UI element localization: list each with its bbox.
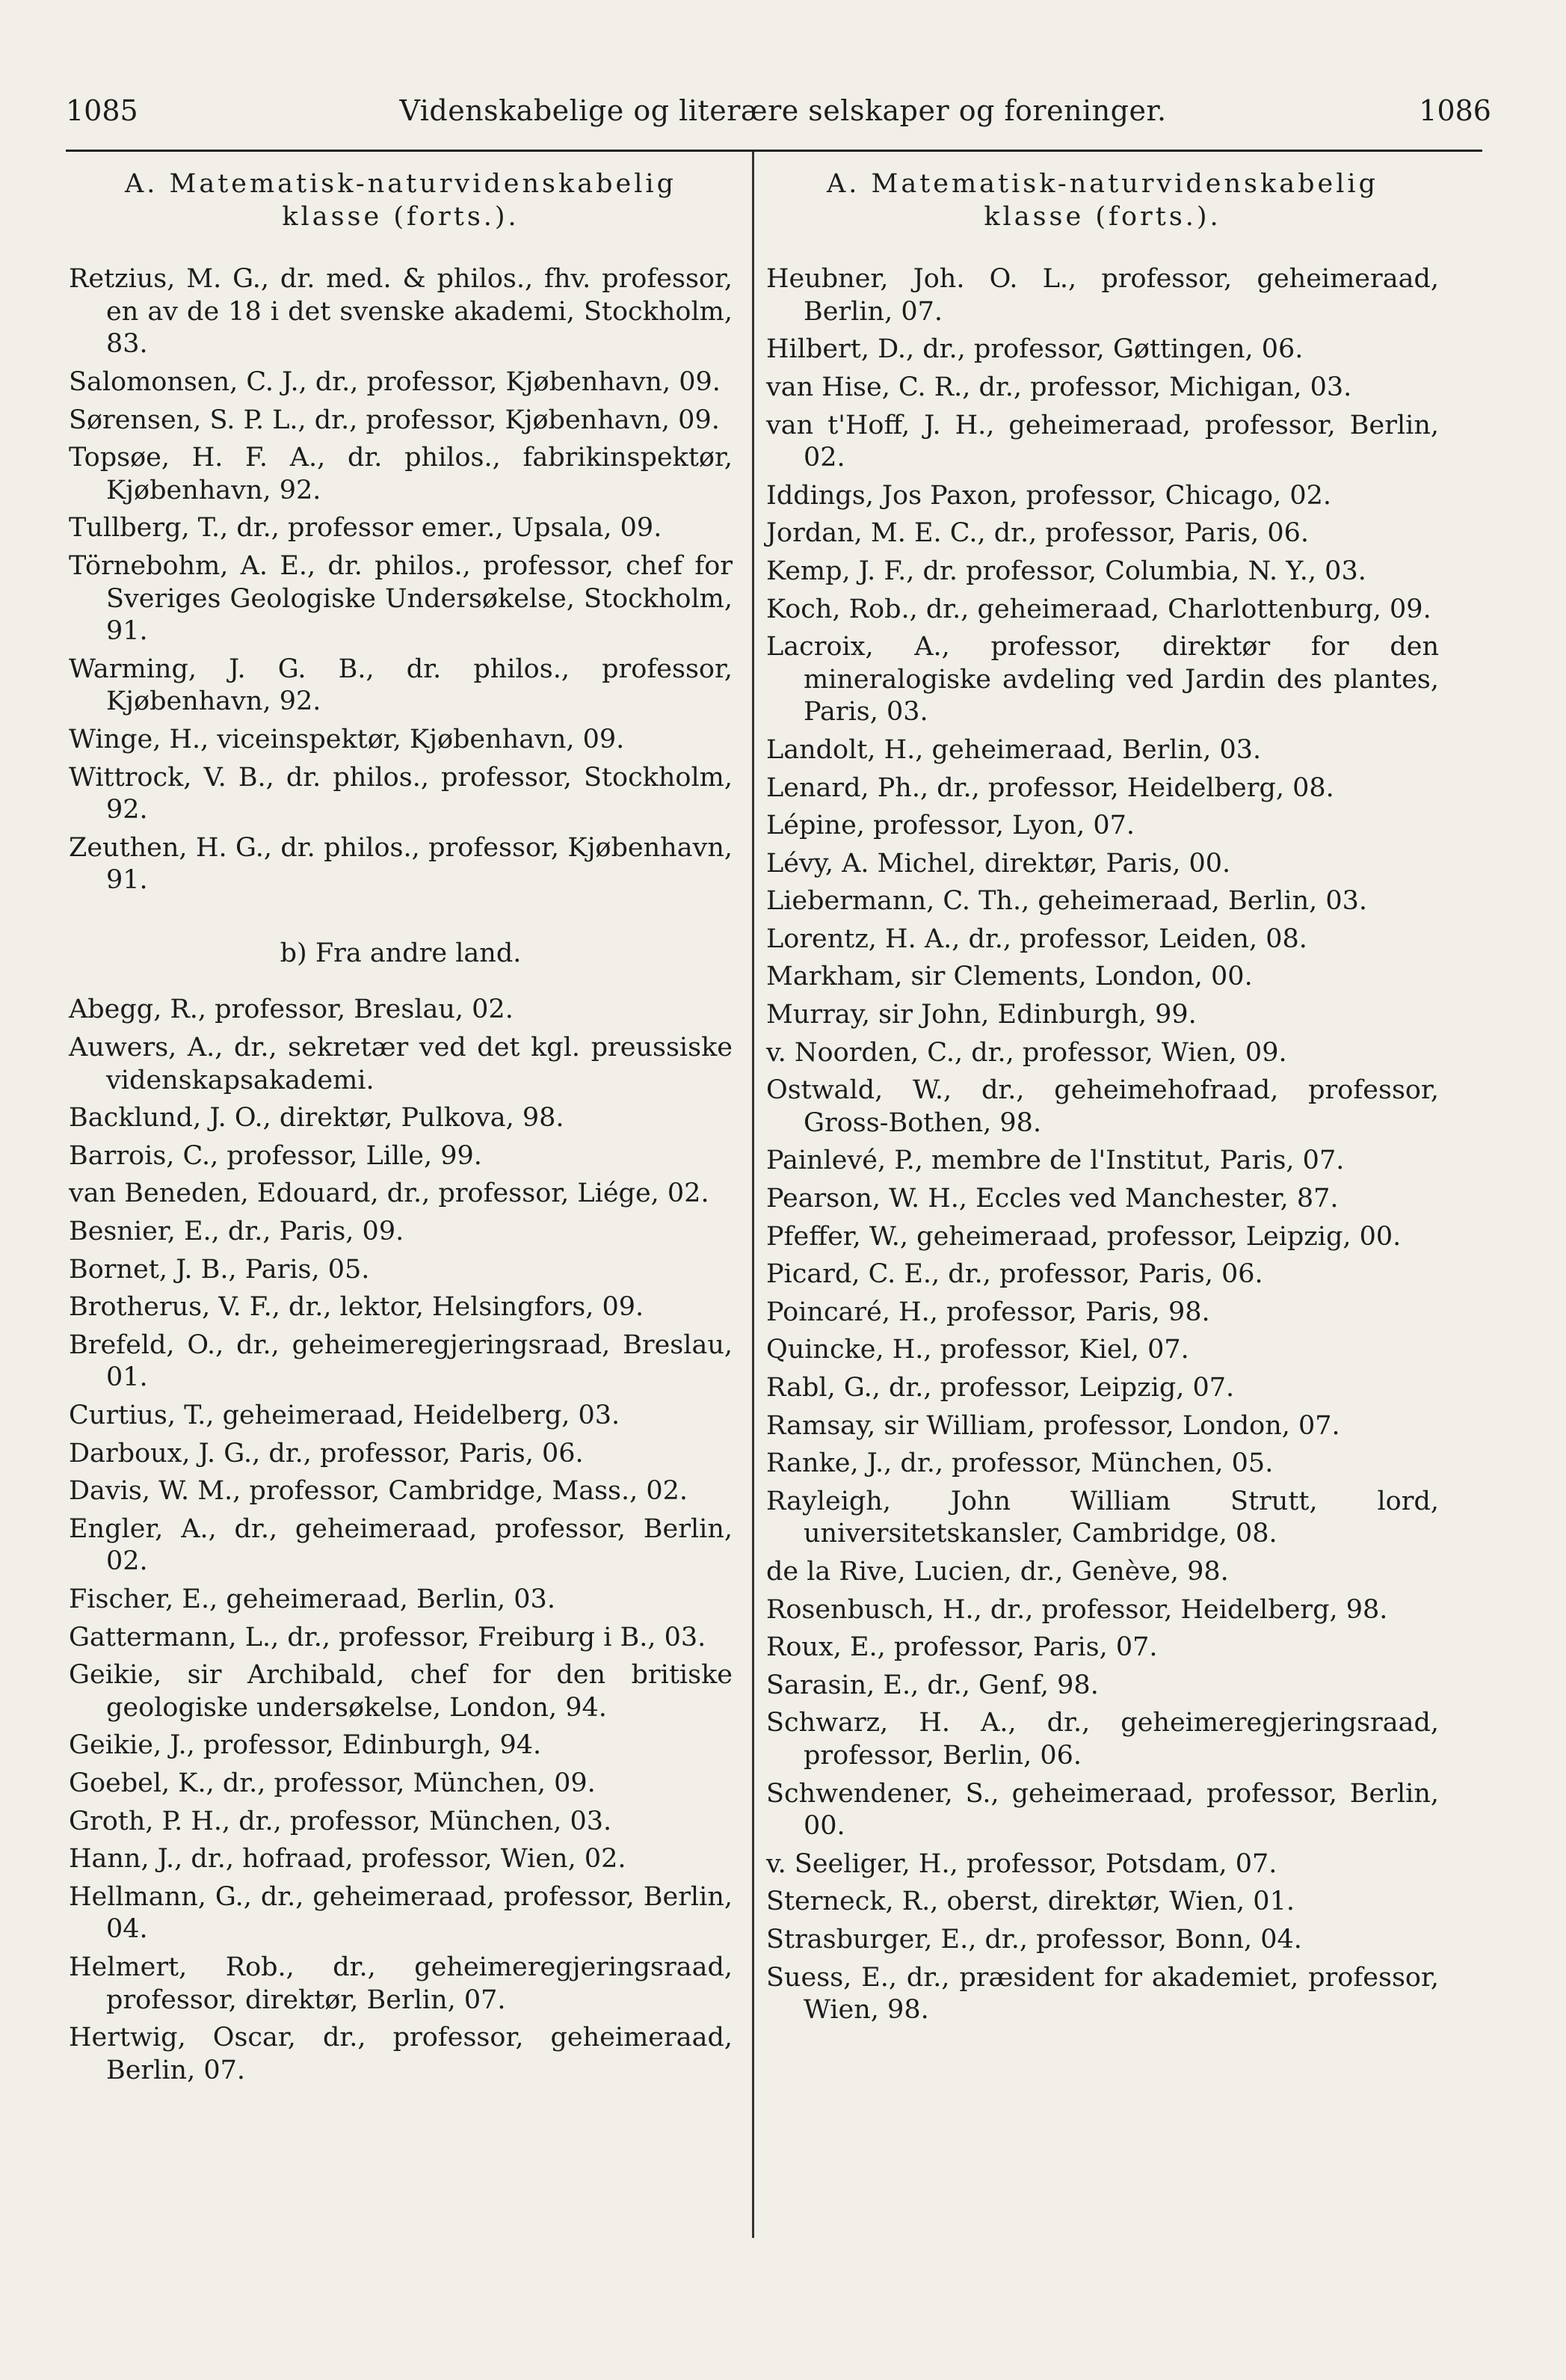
member-entry: Brefeld, O., dr., geheimeregjeringsraad, Breslau, 01. — [69, 1329, 733, 1393]
subheading: b) Fra andre land. — [280, 938, 522, 968]
member-entry: Darboux, J. G., dr., professor, Paris, 06. — [69, 1438, 584, 1469]
member-entry: Landolt, H., geheimeraad, Berlin, 03. — [766, 734, 1262, 765]
member-entry: Strasburger, E., dr., professor, Bonn, 04. — [766, 1924, 1302, 1955]
member-entry: Topsøe, H. F. A., dr. philos., fabrikinspektør, Kjøbenhavn, 92. — [69, 443, 733, 505]
member-entry: Suess, E., dr., præsident for akademiet, professor, Wien, 98. — [766, 1962, 1439, 2026]
left-entries-foreign — [69, 994, 733, 2087]
member-entry: Geikie, sir Archibald, chef for den britiske geologiske undersøkelse, London, 94. — [69, 1660, 733, 1723]
left-column — [69, 168, 733, 2092]
right-heading-line2: klasse (forts.). — [984, 201, 1221, 232]
member-entry: Hilbert, D., dr., professor, Gøttingen, 06. — [766, 334, 1304, 365]
member-entry: Auwers, A., dr., sekretær ved det kgl. preussiske videnskapsakademi. — [69, 1033, 733, 1095]
running-title: Videnskabelige og literære selskaper og foreninger. — [399, 94, 1167, 127]
member-entry: Sterneck, R., oberst, direktør, Wien, 01. — [766, 1887, 1295, 1917]
left-heading-line1: A. Matematisk-naturvidenskabelig — [124, 169, 677, 199]
member-entry: Heubner, Joh. O. L., professor, geheimeraad, Berlin, 07. — [766, 264, 1439, 327]
member-entry: Fischer, E., geheimeraad, Berlin, 03. — [69, 1584, 555, 1614]
member-entry: Jordan, M. E. C., dr., professor, Paris, 06. — [766, 518, 1310, 549]
member-entry: Geikie, J., professor, Edinburgh, 94. — [69, 1730, 542, 1761]
member-entry: Barrois, C., professor, Lille, 99. — [69, 1140, 482, 1171]
right-section-heading — [766, 168, 1439, 233]
member-entry: Hertwig, Oscar, dr., professor, geheimeraad, Berlin, 07. — [69, 2023, 733, 2085]
column-divider — [752, 152, 754, 2238]
member-entry: Lenard, Ph., dr., professor, Heidelberg, 08. — [766, 772, 1334, 803]
member-entry: Ranke, J., dr., professor, München, 05. — [766, 1448, 1274, 1479]
member-entry: Helmert, Rob., dr., geheimeregjeringsraad, professor, direktør, Berlin, 07. — [69, 1952, 733, 2015]
member-entry: Schwendener, S., geheimeraad, professor, Berlin, 00. — [766, 1778, 1439, 1842]
member-entry: Groth, P. H., dr., professor, München, 03. — [69, 1806, 612, 1836]
member-entry: Quincke, H., professor, Kiel, 07. — [766, 1335, 1189, 1365]
member-entry: Rayleigh, John William Strutt, lord, universitetskansler, Cambridge, 08. — [766, 1486, 1439, 1549]
member-entry: Sørensen, S. P. L., dr., professor, Kjøbenhavn, 09. — [69, 405, 720, 435]
member-entry: Poincaré, H., professor, Paris, 98. — [766, 1297, 1210, 1327]
member-entry: Pfeffer, W., geheimeraad, professor, Leipzig, 00. — [766, 1221, 1402, 1252]
member-entry: Ostwald, W., dr., geheimehofraad, professor, Gross-Bothen, 98. — [766, 1075, 1439, 1138]
member-entry: Salomonsen, C. J., dr., professor, Kjøbenhavn, 09. — [69, 366, 721, 397]
member-entry: Lépine, professor, Lyon, 07. — [766, 811, 1135, 841]
right-entries — [766, 263, 1439, 2027]
member-entry: van Beneden, Edouard, dr., professor, Liége, 02. — [69, 1178, 709, 1209]
member-entry: Bornet, J. B., Paris, 05. — [69, 1254, 370, 1285]
header-rule — [66, 150, 1482, 152]
member-entry: Ramsay, sir William, professor, London, 07. — [766, 1410, 1340, 1441]
left-section-heading — [69, 168, 733, 233]
member-entry: Koch, Rob., dr., geheimeraad, Charlottenburg, 09. — [766, 594, 1431, 624]
member-entry: Rabl, G., dr., professor, Leipzig, 07. — [766, 1373, 1235, 1403]
member-entry: Rosenbusch, H., dr., professor, Heidelberg, 98. — [766, 1594, 1388, 1625]
page-header — [0, 84, 1566, 144]
member-entry: Pearson, W. H., Eccles ved Manchester, 87. — [766, 1184, 1339, 1214]
member-entry: Roux, E., professor, Paris, 07. — [766, 1632, 1158, 1663]
member-entry: Lorentz, H. A., dr., professor, Leiden, 08. — [766, 923, 1307, 954]
member-entry: Hann, J., dr., hofraad, professor, Wien, 02. — [69, 1844, 626, 1875]
member-entry: Warming, J. G. B., dr. philos., professor, Kjøbenhavn, 92. — [69, 654, 733, 717]
member-entry: Zeuthen, H. G., dr. philos., professor, Kjøbenhavn, 91. — [69, 832, 733, 896]
member-entry: Abegg, R., professor, Breslau, 02. — [69, 994, 514, 1025]
member-entry: Sarasin, E., dr., Genf, 98. — [766, 1670, 1099, 1700]
member-entry: Hellmann, G., dr., geheimeraad, professor, Berlin, 04. — [69, 1881, 733, 1945]
member-entry: Lévy, A. Michel, direktør, Paris, 00. — [766, 848, 1231, 879]
member-entry: Winge, H., viceinspektør, Kjøbenhavn, 09. — [69, 724, 625, 754]
member-entry: Iddings, Jos Paxon, professor, Chicago, 02. — [766, 480, 1332, 511]
left-heading-line2: klasse (forts.). — [282, 201, 520, 232]
member-entry: Schwarz, H. A., dr., geheimeregjeringsraad, professor, Berlin, 06. — [766, 1708, 1439, 1771]
member-entry: Tullberg, T., dr., professor emer., Upsala, 09. — [69, 513, 662, 544]
member-entry: v. Noorden, C., dr., professor, Wien, 09. — [766, 1037, 1287, 1068]
member-entry: Kemp, J. F., dr. professor, Columbia, N. Y., 03. — [766, 556, 1366, 586]
right-column — [766, 168, 1439, 2032]
page-number-left: 1085 — [66, 94, 138, 127]
left-entries-domestic — [69, 263, 733, 897]
member-entry: Lacroix, A., professor, direktør for den mineralogiske avdeling ved Jardin des plantes, Paris, 03. — [766, 632, 1439, 728]
member-entry: Painlevé, P., membre de l'Institut, Paris, 07. — [766, 1146, 1345, 1176]
member-entry: Picard, C. E., dr., professor, Paris, 06. — [766, 1259, 1263, 1290]
member-entry: Davis, W. M., professor, Cambridge, Mass., 02. — [69, 1476, 688, 1507]
member-entry: Backlund, J. O., direktør, Pulkova, 98. — [69, 1103, 564, 1134]
member-entry: de la Rive, Lucien, dr., Genève, 98. — [766, 1556, 1229, 1587]
member-entry: Liebermann, C. Th., geheimeraad, Berlin, 03. — [766, 886, 1368, 917]
page-number-right: 1086 — [1419, 94, 1491, 127]
member-entry: van t'Hoff, J. H., geheimeraad, professor, Berlin, 02. — [766, 410, 1439, 473]
member-entry: v. Seeliger, H., professor, Potsdam, 07. — [766, 1848, 1277, 1879]
member-entry: Besnier, E., dr., Paris, 09. — [69, 1217, 404, 1247]
member-entry: Retzius, M. G., dr. med. & philos., fhv. professor, en av de 18 i det svenske akademi, Stockholm, 83. — [69, 264, 733, 360]
member-entry: Wittrock, V. B., dr. philos., professor, Stockholm, 92. — [69, 762, 733, 825]
member-entry: Curtius, T., geheimeraad, Heidelberg, 03. — [69, 1400, 620, 1430]
member-entry: Gattermann, L., dr., professor, Freiburg i B., 03. — [69, 1622, 706, 1652]
member-entry: Goebel, K., dr., professor, München, 09. — [69, 1768, 596, 1798]
member-entry: Brotherus, V. F., dr., lektor, Helsingfors, 09. — [69, 1292, 644, 1323]
member-entry: Markham, sir Clements, London, 00. — [766, 962, 1253, 992]
right-heading-line1: A. Matematisk-naturvidenskabelig — [826, 169, 1379, 199]
member-entry: Törnebohm, A. E., dr. philos., professor, chef for Sveriges Geologiske Undersøkelse, Stockholm, 91. — [69, 550, 733, 647]
member-entry: Engler, A., dr., geheimeraad, professor, Berlin, 02. — [69, 1513, 733, 1577]
member-entry: Murray, sir John, Edinburgh, 99. — [766, 1000, 1197, 1030]
member-entry: van Hise, C. R., dr., professor, Michigan, 03. — [766, 372, 1352, 402]
